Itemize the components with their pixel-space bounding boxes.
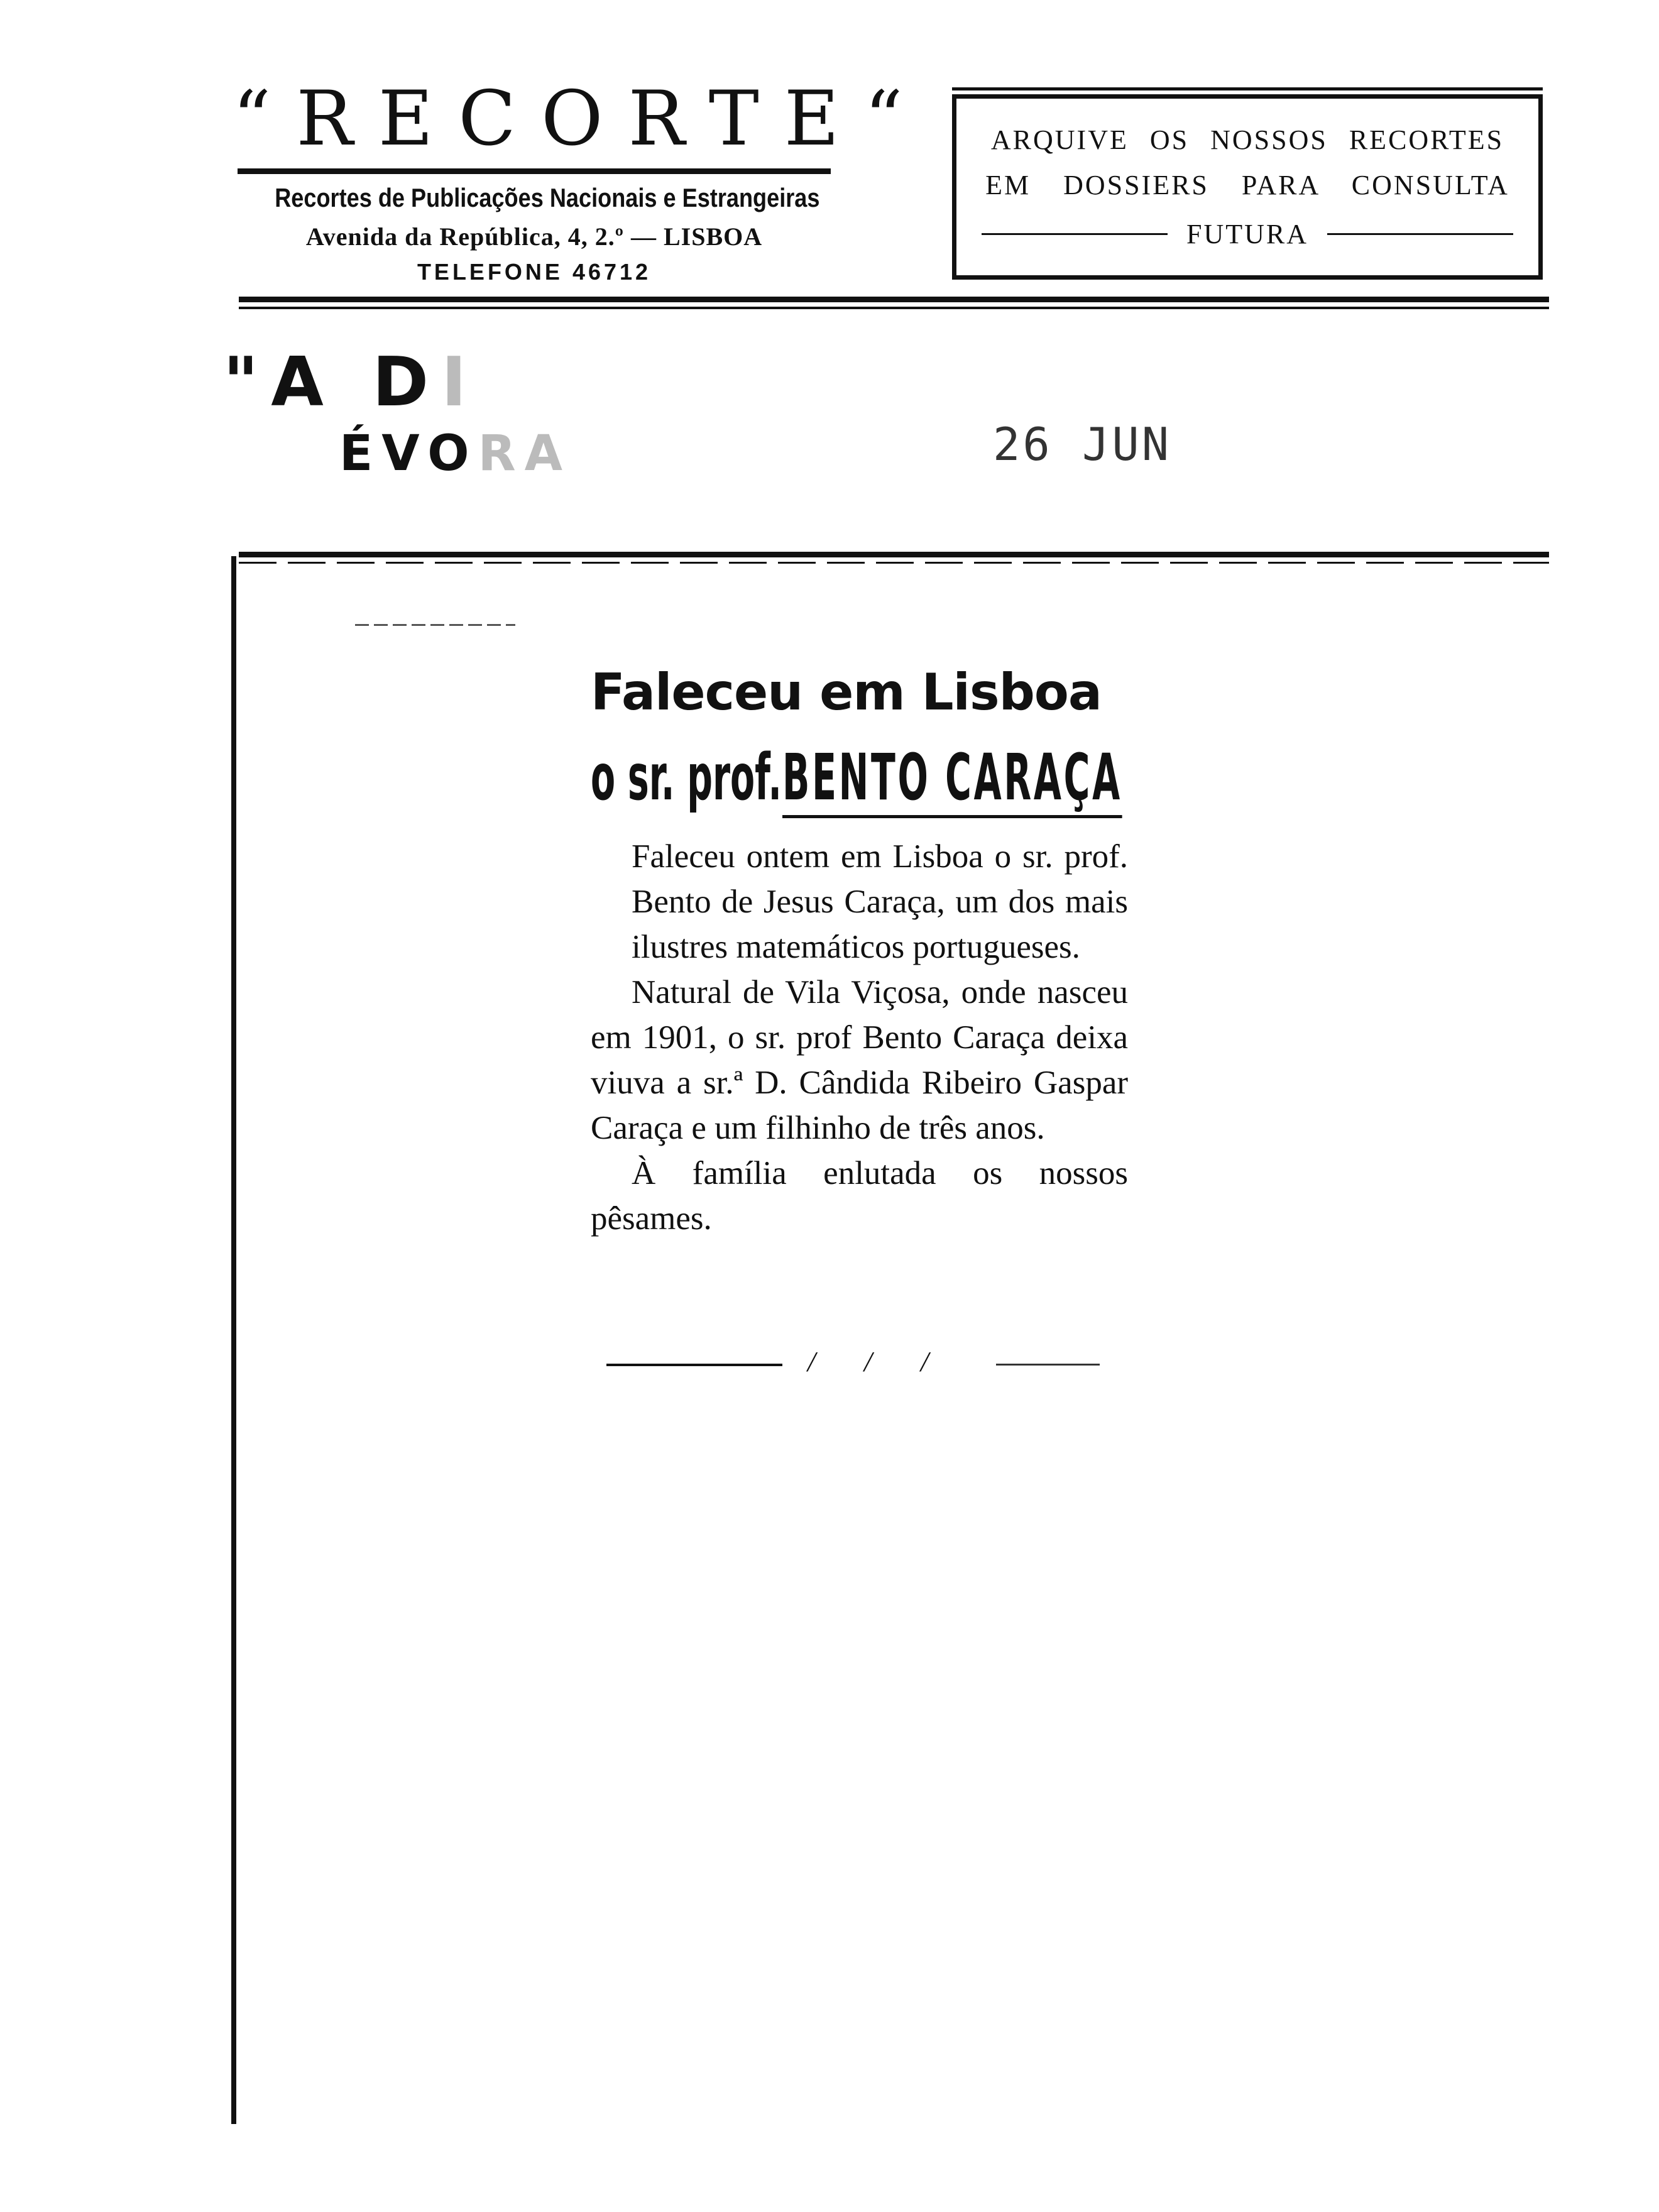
brand-address: Avenida da República, 4, 2.º — LISBOA (305, 222, 763, 251)
article-headline: Faleceu em Lisboa (591, 663, 1102, 721)
notice-line-2: EM DOSSIERS PARA CONSULTA (985, 170, 1509, 200)
end-slash: / (808, 1345, 816, 1377)
source-name-visible: "A D (223, 343, 442, 422)
end-slash: / (921, 1345, 929, 1377)
header-rule-thick (239, 297, 1549, 302)
header-rule-thin (239, 307, 1549, 309)
article-subheadline (591, 740, 1144, 815)
article-paragraph: À família enlutada os nossos pêsames. (591, 1155, 1128, 1237)
header-rule (239, 297, 1549, 309)
article-body (591, 834, 1128, 1241)
source-name-faint: I (441, 343, 479, 422)
article-clipping (566, 619, 1144, 1241)
clipping-frame-top-dashed (239, 562, 1549, 564)
source-stamp (223, 343, 572, 482)
brand-subtitle: Recortes de Publicações Nacionais e Estrangeiras (275, 183, 820, 212)
end-rule-right (996, 1364, 1100, 1366)
notice-dash-right (1327, 233, 1513, 235)
article-end-rule (606, 1345, 1122, 1382)
subhead-name: BENTO CARAÇA (782, 740, 1122, 818)
clipping-date-stamp: 26 JUN (993, 418, 1172, 471)
notice-line-3-text: FUTURA (1186, 219, 1309, 249)
article-paragraph: Natural de Vila Viçosa, onde nasceu em 1901, o sr. prof Bento Caraça deixa viuva a sr.ª D. Cândida Ribeiro Gaspar Caraça e um filhinho de três anos. (591, 974, 1128, 1146)
brand-rule (238, 168, 831, 174)
archive-notice-box (952, 94, 1543, 280)
subhead-prefix: o sr. prof. (591, 740, 782, 815)
source-city (339, 425, 572, 482)
source-city-faint: RA (478, 425, 572, 482)
end-rule-left (606, 1364, 782, 1366)
notice-line-1: ARQUIVE OS NOSSOS RECORTES (990, 124, 1504, 155)
notice-line-3 (982, 218, 1513, 250)
end-slash: / (864, 1345, 872, 1377)
clipping-frame-left (231, 556, 236, 2124)
recorte-masthead (233, 75, 928, 285)
source-city-visible: ÉVO (339, 425, 478, 482)
clipping-frame-top (239, 552, 1549, 557)
article-paragraph: Faleceu ontem em Lisboa o sr. prof. Bento de Jesus Caraça, um dos mais ilustres matemáticos portugueses. (632, 838, 1128, 965)
notice-dash-left (982, 233, 1168, 235)
brand-title: “RECORTE“ (233, 75, 928, 163)
source-newspaper-name (223, 343, 571, 422)
article-top-dashes (355, 624, 515, 626)
brand-phone: TELEFONE 46712 (417, 259, 652, 285)
